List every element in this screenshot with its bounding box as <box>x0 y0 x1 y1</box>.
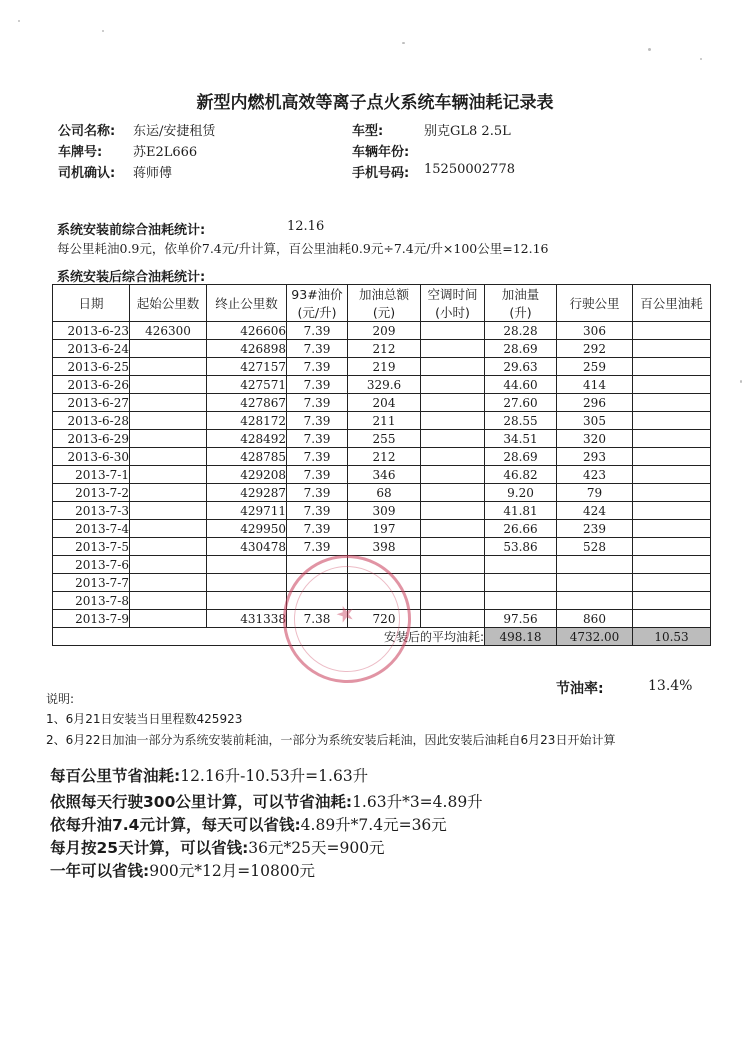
column-header: 百公里油耗 <box>633 285 711 322</box>
before-value: 12.16 <box>287 219 325 234</box>
cell-per100 <box>633 574 711 592</box>
cell-start <box>130 502 207 520</box>
cell-per100 <box>633 322 711 340</box>
cell-price: 7.39 <box>287 538 348 556</box>
cell-amount: 219 <box>348 358 421 376</box>
cell-km <box>557 556 633 574</box>
cell-ac <box>421 340 485 358</box>
cell-ac <box>421 502 485 520</box>
note-item: 2、6月22日加油一部分为系统安装前耗油，一部分为系统安装后耗油，因此安装后油耗自6月23日开始计算 <box>46 733 616 747</box>
cell-km: 423 <box>557 466 633 484</box>
cell-km: 305 <box>557 412 633 430</box>
cell-date: 2013-6-28 <box>53 412 130 430</box>
cell-price: 7.39 <box>287 448 348 466</box>
cell-end: 426898 <box>207 340 287 358</box>
cell-start: 426300 <box>130 322 207 340</box>
cell-liters: 28.69 <box>485 340 557 358</box>
cell-liters <box>485 574 557 592</box>
summary-label: 安装后的平均油耗: <box>53 628 485 646</box>
cell-price: 7.39 <box>287 376 348 394</box>
cell-liters <box>485 556 557 574</box>
cell-date: 2013-7-9 <box>53 610 130 628</box>
cell-start <box>130 358 207 376</box>
cell-date: 2013-7-1 <box>53 466 130 484</box>
table-row <box>53 322 711 340</box>
cell-date: 2013-7-8 <box>53 592 130 610</box>
cell-per100 <box>633 502 711 520</box>
column-header: 终止公里数 <box>207 285 287 322</box>
cell-km: 424 <box>557 502 633 520</box>
cell-date: 2013-6-24 <box>53 340 130 358</box>
cell-date: 2013-6-30 <box>53 448 130 466</box>
cell-amount: 398 <box>348 538 421 556</box>
cell-end: 427157 <box>207 358 287 376</box>
driver-value: 蒋师傅 <box>133 166 173 181</box>
document-title: 新型内燃机高效等离子点火系统车辆油耗记录表 <box>196 93 554 113</box>
cell-amount: 309 <box>348 502 421 520</box>
cell-price: 7.39 <box>287 502 348 520</box>
cell-ac <box>421 466 485 484</box>
before-heading: 系统安装前综合油耗统计: <box>57 223 206 238</box>
cell-ac <box>421 520 485 538</box>
phone-value: 15250002778 <box>424 162 515 177</box>
cell-km: 259 <box>557 358 633 376</box>
cell-liters: 28.28 <box>485 322 557 340</box>
cell-start <box>130 556 207 574</box>
cell-price: 7.39 <box>287 520 348 538</box>
cell-ac <box>421 430 485 448</box>
cell-date: 2013-7-3 <box>53 502 130 520</box>
after-heading: 系统安装后综合油耗统计: <box>57 270 206 285</box>
cell-amount: 720 <box>348 610 421 628</box>
cell-per100 <box>633 610 711 628</box>
cell-liters: 26.66 <box>485 520 557 538</box>
cell-liters: 34.51 <box>485 430 557 448</box>
summary-km: 4732.00 <box>557 628 633 646</box>
cell-liters: 53.86 <box>485 538 557 556</box>
cell-km: 292 <box>557 340 633 358</box>
cell-start <box>130 466 207 484</box>
cell-end <box>207 574 287 592</box>
cell-ac <box>421 556 485 574</box>
cell-km <box>557 592 633 610</box>
cell-date: 2013-6-29 <box>53 430 130 448</box>
cell-price: 7.38 <box>287 610 348 628</box>
cell-end: 429208 <box>207 466 287 484</box>
cell-start <box>130 340 207 358</box>
cell-ac <box>421 538 485 556</box>
cell-per100 <box>633 520 711 538</box>
cell-per100 <box>633 412 711 430</box>
cell-per100 <box>633 358 711 376</box>
calc-line: 依照每天行驶300公里计算，可以节省油耗:1.63升*3=4.89升 <box>50 793 483 811</box>
cell-liters: 46.82 <box>485 466 557 484</box>
cell-end: 429287 <box>207 484 287 502</box>
column-header: 93#油价 (元/升) <box>287 285 348 322</box>
cell-date: 2013-7-4 <box>53 520 130 538</box>
cell-price: 7.39 <box>287 394 348 412</box>
plate-label: 车牌号: <box>58 145 103 160</box>
column-header: 空调时间 (小时) <box>421 285 485 322</box>
cell-price: 7.39 <box>287 412 348 430</box>
cell-date: 2013-6-26 <box>53 376 130 394</box>
cell-liters: 97.56 <box>485 610 557 628</box>
cell-per100 <box>633 340 711 358</box>
summary-liters: 498.18 <box>485 628 557 646</box>
column-header: 日期 <box>53 285 130 322</box>
cell-start <box>130 448 207 466</box>
column-header: 行驶公里 <box>557 285 633 322</box>
cell-liters: 28.55 <box>485 412 557 430</box>
cell-date: 2013-6-23 <box>53 322 130 340</box>
cell-date: 2013-6-27 <box>53 394 130 412</box>
cell-km: 860 <box>557 610 633 628</box>
cell-km: 414 <box>557 376 633 394</box>
cell-price: 7.39 <box>287 322 348 340</box>
cell-amount: 212 <box>348 448 421 466</box>
table-row <box>53 538 711 556</box>
cell-start <box>130 538 207 556</box>
cell-per100 <box>633 592 711 610</box>
cell-ac <box>421 610 485 628</box>
cell-per100 <box>633 538 711 556</box>
company-value: 东运/安捷租赁 <box>133 124 216 139</box>
cell-per100 <box>633 484 711 502</box>
cell-per100 <box>633 448 711 466</box>
cell-end: 430478 <box>207 538 287 556</box>
cell-end: 428492 <box>207 430 287 448</box>
cell-ac <box>421 376 485 394</box>
cell-start <box>130 412 207 430</box>
cell-per100 <box>633 430 711 448</box>
cell-end: 427571 <box>207 376 287 394</box>
notes-title: 说明: <box>46 692 75 706</box>
cell-ac <box>421 394 485 412</box>
model-label: 车型: <box>352 124 384 139</box>
summary-avg: 10.53 <box>633 628 711 646</box>
cell-ac <box>421 592 485 610</box>
cell-date: 2013-7-6 <box>53 556 130 574</box>
table-row <box>53 412 711 430</box>
cell-per100 <box>633 394 711 412</box>
scan-speck <box>648 48 651 51</box>
cell-date: 2013-7-5 <box>53 538 130 556</box>
cell-ac <box>421 412 485 430</box>
cell-start <box>130 430 207 448</box>
cell-km: 296 <box>557 394 633 412</box>
cell-price: 7.39 <box>287 430 348 448</box>
scan-speck <box>740 380 742 383</box>
scan-speck <box>18 20 20 22</box>
cell-start <box>130 484 207 502</box>
calc-line: 一年可以省钱:900元*12月=10800元 <box>50 862 316 880</box>
cell-amount: 209 <box>348 322 421 340</box>
cell-amount: 255 <box>348 430 421 448</box>
cell-liters: 9.20 <box>485 484 557 502</box>
cell-price: 7.39 <box>287 358 348 376</box>
cell-amount: 204 <box>348 394 421 412</box>
cell-amount: 211 <box>348 412 421 430</box>
table-row <box>53 358 711 376</box>
cell-amount: 197 <box>348 520 421 538</box>
cell-end <box>207 556 287 574</box>
cell-ac <box>421 358 485 376</box>
cell-ac <box>421 322 485 340</box>
table-row <box>53 484 711 502</box>
cell-price: 7.39 <box>287 484 348 502</box>
table-row <box>53 376 711 394</box>
year-label: 车辆年份: <box>352 145 410 160</box>
cell-end: 429950 <box>207 520 287 538</box>
cell-ac <box>421 448 485 466</box>
cell-liters: 27.60 <box>485 394 557 412</box>
calc-line: 每百公里节省油耗:12.16升-10.53升=1.63升 <box>50 767 369 785</box>
table-row <box>53 430 711 448</box>
scan-speck <box>102 30 104 32</box>
cell-km: 306 <box>557 322 633 340</box>
cell-amount: 329.6 <box>348 376 421 394</box>
table-row <box>53 466 711 484</box>
cell-km <box>557 574 633 592</box>
scan-speck <box>402 42 405 44</box>
cell-start <box>130 520 207 538</box>
cell-km: 528 <box>557 538 633 556</box>
phone-label: 手机号码: <box>352 166 410 181</box>
cell-end <box>207 592 287 610</box>
cell-date: 2013-7-7 <box>53 574 130 592</box>
cell-liters: 28.69 <box>485 448 557 466</box>
column-header: 加油总额 (元) <box>348 285 421 322</box>
cell-date: 2013-7-2 <box>53 484 130 502</box>
before-detail: 每公里耗油0.9元，依单价7.4元/升计算，百公里油耗0.9元÷7.4元/升×100公里=12.16 <box>57 241 549 256</box>
plate-value: 苏E2L666 <box>133 145 198 160</box>
cell-liters <box>485 592 557 610</box>
cell-amount: 212 <box>348 340 421 358</box>
cell-start <box>130 376 207 394</box>
cell-end: 428785 <box>207 448 287 466</box>
cell-start <box>130 610 207 628</box>
note-item: 1、6月21日安装当日里程数425923 <box>46 712 243 726</box>
column-header: 起始公里数 <box>130 285 207 322</box>
cell-per100 <box>633 376 711 394</box>
cell-km: 79 <box>557 484 633 502</box>
cell-ac <box>421 574 485 592</box>
cell-km: 293 <box>557 448 633 466</box>
cell-price: 7.39 <box>287 340 348 358</box>
cell-amount: 346 <box>348 466 421 484</box>
cell-liters: 41.81 <box>485 502 557 520</box>
cell-km: 239 <box>557 520 633 538</box>
cell-end: 427867 <box>207 394 287 412</box>
table-row <box>53 520 711 538</box>
cell-date: 2013-6-25 <box>53 358 130 376</box>
saving-rate-value: 13.4% <box>648 678 693 694</box>
scan-speck <box>700 58 702 60</box>
table-row <box>53 448 711 466</box>
cell-start <box>130 592 207 610</box>
cell-end: 428172 <box>207 412 287 430</box>
cell-liters: 44.60 <box>485 376 557 394</box>
cell-end: 426606 <box>207 322 287 340</box>
cell-liters: 29.63 <box>485 358 557 376</box>
cell-start <box>130 574 207 592</box>
cell-ac <box>421 484 485 502</box>
table-row <box>53 340 711 358</box>
cell-price: 7.39 <box>287 466 348 484</box>
company-label: 公司名称: <box>58 124 116 139</box>
cell-end: 429711 <box>207 502 287 520</box>
cell-end: 431338 <box>207 610 287 628</box>
cell-start <box>130 394 207 412</box>
saving-rate-label: 节油率: <box>556 681 604 697</box>
column-header: 加油量 (升) <box>485 285 557 322</box>
company-stamp: ★ <box>266 538 427 699</box>
calc-line: 依每升油7.4元计算，每天可以省钱:4.89升*7.4元=36元 <box>50 816 447 834</box>
driver-label: 司机确认: <box>58 166 116 181</box>
table-header-row <box>53 285 711 322</box>
table-row <box>53 502 711 520</box>
model-value: 别克GL8 2.5L <box>424 124 511 139</box>
cell-per100 <box>633 556 711 574</box>
cell-amount: 68 <box>348 484 421 502</box>
calc-line: 每月按25天计算，可以省钱:36元*25天=900元 <box>50 839 385 857</box>
cell-km: 320 <box>557 430 633 448</box>
table-row <box>53 394 711 412</box>
cell-per100 <box>633 466 711 484</box>
